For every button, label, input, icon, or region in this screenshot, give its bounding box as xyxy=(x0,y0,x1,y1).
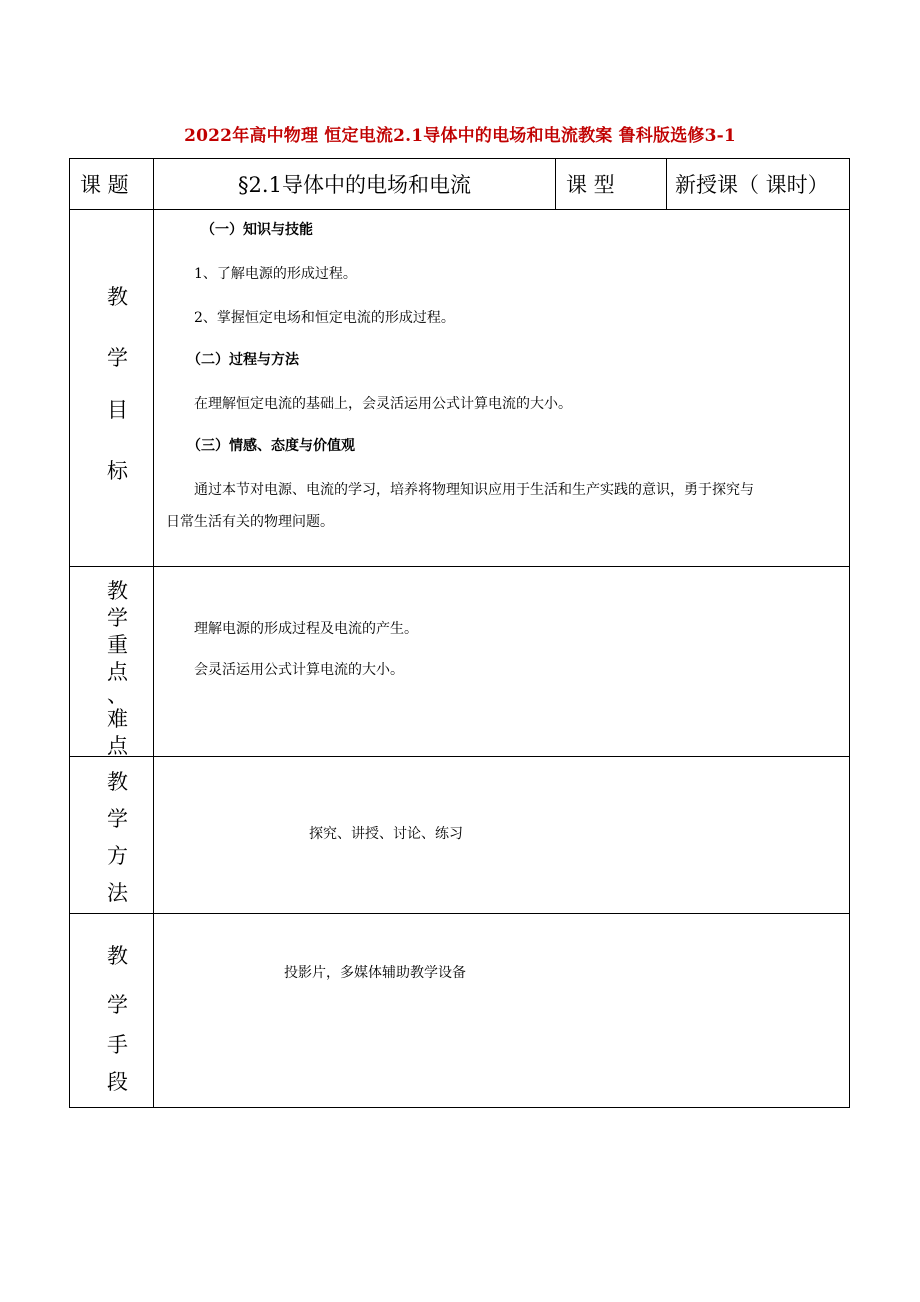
key-label-char: 点 xyxy=(107,660,128,684)
topic-value: §2.1导体中的电场和电流 xyxy=(154,159,556,210)
teaching-means-label xyxy=(70,914,154,1108)
method-label-char: 教 xyxy=(107,770,128,794)
means-label-char: 段 xyxy=(107,1070,128,1094)
attitude-heading: （三）情感、态度与价值观 xyxy=(187,438,355,454)
key-label-char: 、 xyxy=(107,683,128,707)
knowledge-heading: （一）知识与技能 xyxy=(201,222,313,238)
method-label-char: 方 xyxy=(107,844,128,868)
topic-label: 课 题 xyxy=(70,159,154,210)
teaching-means-row xyxy=(70,914,850,1108)
key-label-char: 难 xyxy=(107,707,128,731)
goals-row xyxy=(70,210,850,567)
key-label-char: 点 xyxy=(107,734,128,758)
goals-label-char: 标 xyxy=(107,459,128,483)
process-heading: （二）过程与方法 xyxy=(187,352,299,368)
key-point: 会灵活运用公式计算电流的大小。 xyxy=(194,662,404,678)
teaching-method-label xyxy=(70,757,154,914)
teaching-method-text: 探究、讲授、讨论、练习 xyxy=(309,826,463,842)
key-points-row xyxy=(70,567,850,757)
goal-item: 1、了解电源的形成过程。 xyxy=(194,266,357,282)
means-label-char: 学 xyxy=(107,993,128,1017)
teaching-means-content xyxy=(154,914,850,1108)
key-label-char: 学 xyxy=(107,606,128,630)
method-label-char: 法 xyxy=(107,881,128,905)
goal-item: 2、掌握恒定电场和恒定电流的形成过程。 xyxy=(194,310,455,326)
key-label-char: 教 xyxy=(107,579,128,603)
key-points-content xyxy=(154,567,850,757)
lesson-plan-table xyxy=(69,158,850,1108)
method-label-char: 学 xyxy=(107,807,128,831)
key-label-char: 重 xyxy=(107,633,128,657)
key-points-label xyxy=(70,567,154,757)
process-text: 在理解恒定电流的基础上，会灵活运用公式计算电流的大小。 xyxy=(194,396,572,412)
means-label-char: 教 xyxy=(107,944,128,968)
key-point: 理解电源的形成过程及电流的产生。 xyxy=(194,621,418,637)
teaching-method-row xyxy=(70,757,850,914)
attitude-text: 通过本节对电源、电流的学习，培养将物理知识应用于生活和生产实践的意识，勇于探究与 xyxy=(194,482,754,498)
goals-label-char: 教 xyxy=(107,285,128,309)
document-title: 2022年高中物理 恒定电流2.1导体中的电场和电流教案 鲁科版选修3-1 xyxy=(184,126,736,146)
attitude-text: 日常生活有关的物理问题。 xyxy=(166,514,334,530)
type-value: 新授课（ 课时） xyxy=(667,159,850,210)
header-row xyxy=(70,159,850,210)
means-label-char: 手 xyxy=(107,1033,128,1057)
teaching-means-text: 投影片，多媒体辅助教学设备 xyxy=(284,965,466,981)
goals-label-char: 学 xyxy=(107,346,128,370)
teaching-method-content xyxy=(154,757,850,914)
goals-label-char: 目 xyxy=(107,398,128,422)
goals-content xyxy=(154,210,850,567)
type-label: 课 型 xyxy=(556,159,667,210)
goals-label xyxy=(70,210,154,567)
